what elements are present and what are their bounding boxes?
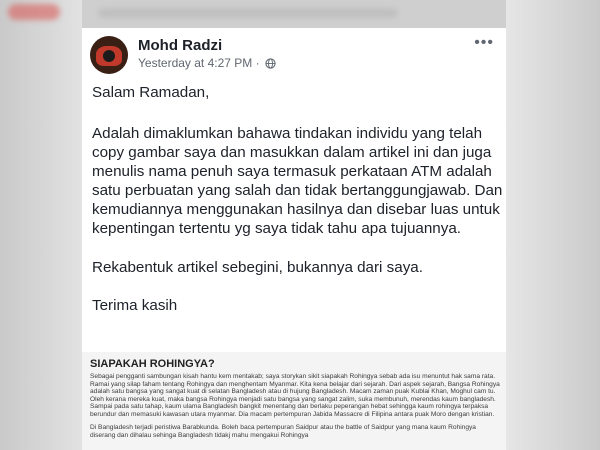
globe-icon[interactable] (265, 58, 276, 72)
shared-article-image[interactable] (82, 352, 506, 450)
post-body (92, 84, 504, 315)
post-paragraph: Adalah dimaklumkan bahawa tindakan individu yang telah copy gambar saya dan masukkan dalam artikel ini dan juga menulis nama penuh saya termasuk perkataan ATM adalah satu perbuatan yang salah dan tidak bertanggungjawab. Dan kemudiannya menggunakan hasilnya dan disebar luas untuk kepentingan tertentu yg saya tidak tahu apa tujuannya. (92, 125, 503, 237)
article-paragraph: Di Bangladesh terjadi peristiwa Barabkunda. Boleh baca pertempuran Saidpur atau the battle of Saidpur yang mana kaum Rohingya diserang dan dihalau sehinga Bangladesh tidakj mahu mengakui Rohingya (90, 424, 476, 439)
blurred-header-text (98, 8, 398, 18)
blurred-background-right (506, 0, 600, 450)
post-paragraph: Rekabentuk artikel sebegini, bukannya dari saya. (92, 259, 423, 276)
author-avatar[interactable] (90, 36, 128, 74)
blurred-logo (8, 4, 60, 20)
post-greeting: Salam Ramadan, (92, 84, 210, 101)
post-signoff: Terima kasih (92, 297, 178, 314)
article-paragraph: Sebagai pengganti sambungan kisah hantu kem mentakab; saya storykan sikit siapakah Rohingya sebab ada isu menuntut hak sama rata. Ramai yang silap faham tentang Rohingya dan menghentam Myanmar. Kita kena belajar dari sejarah. Dari aspek sejarah, Bangsa Rohingya adalah satu bangsa yang sangat kuat di selatan Bangladesh atau di hujung Bangladesh. Macam zaman puak Kublai Khan, Moghul cam tu. Oleh kerana mereka kuat, maka bangsa Rohingya menjadi satu bangsa yang sangat zalim, suka membunuh, merendas kaum bangladesh. Sampai pada satu tahap, kaum ulama Bangladesh bangkit menentang dan berlaku peperangan hebat sehingga kaum rohingya terpaksa berundur dan memasuki kawasan utara myanmar. Dia macam pertempuran Jabida Massacre di Filipina antara puak Moro dengan kristian. (90, 373, 500, 418)
author-name[interactable]: Mohd Radzi (138, 37, 223, 54)
post-timestamp[interactable]: Yesterday at 4:27 PM (138, 56, 253, 70)
avatar-emblem-center (103, 50, 115, 62)
facebook-post-card (82, 28, 506, 450)
post-meta (138, 56, 276, 72)
meta-separator: · (255, 56, 260, 70)
more-options-icon[interactable]: ••• (474, 34, 494, 51)
article-title: SIAPAKAH ROHINGYA? (90, 358, 215, 370)
blurred-background-left (0, 0, 82, 450)
